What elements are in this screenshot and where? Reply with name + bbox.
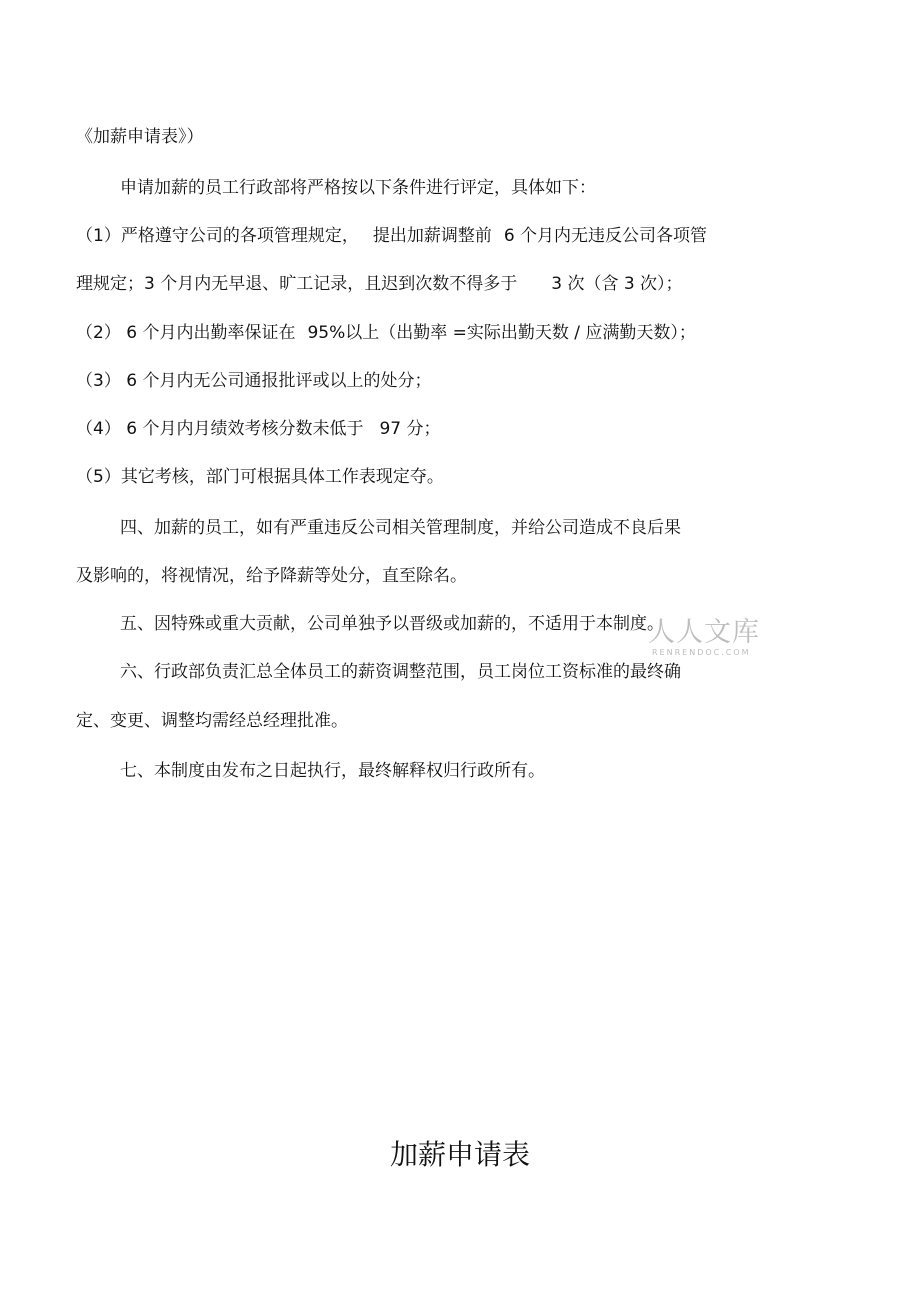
section-6-text-a: 六、行政部负责汇总全体员工的薪资调整范围，员工岗位工资标准的最终确 [120,662,681,682]
header-reference [76,125,204,149]
watermark-main-text: 人人文库 [648,617,760,648]
condition-4 [76,417,441,441]
section-7-text: 七、本制度由发布之日起执行，最终解释权归行政所有。 [120,761,545,781]
condition-4-part-b: 97 分； [379,419,441,439]
condition-5-text: （5）其它考核，部门可根据具体工作表现定夺。 [76,467,444,487]
header-reference-text: 《加薪申请表》） [76,127,204,147]
section-6-line-2 [76,709,348,733]
watermark-sub-text: RENRENDOC.COM [652,648,751,657]
condition-3-text: （3） 6 个月内无公司通报批评或以上的处分； [76,371,432,391]
section-6-text-b: 定、变更、调整均需经总经理批准。 [76,711,348,731]
section-4-line-1 [120,516,681,540]
intro-paragraph [120,176,596,200]
condition-2 [76,321,696,345]
section-6-line-1 [120,660,681,684]
section-4-text-a: 四、加薪的员工，如有严重违反公司相关管理制度，并给公司造成不良后果 [120,518,681,538]
condition-5 [76,465,444,489]
form-title: 加薪申请表 [389,1138,530,1171]
section-4-text-b: 及影响的，将视情况，给予降薪等处分，直至除名。 [76,566,467,586]
watermark-logo [648,618,760,658]
condition-3 [76,369,431,393]
condition-1-part-d: 理规定；3 个月内无早退、旷工记录，且迟到次数不得多于 [76,274,518,294]
intro-text: 申请加薪的员工行政部将严格按以下条件进行评定，具体如下： [120,178,596,198]
condition-2-part-a: （2） 6 个月内出勤率保证在 [76,323,296,343]
condition-2-part-b: 95%以上（出勤率 =实际出勤天数 / 应满勤天数）； [307,323,696,343]
section-5 [120,612,664,636]
condition-1-line-2 [76,272,683,296]
condition-1-part-a: （1）严格遵守公司的各项管理规定， [76,226,359,246]
condition-1-part-c: 6 个月内无违反公司各项管 [503,226,708,246]
section-5-text: 五、因特殊或重大贡献，公司单独予以晋级或加薪的，不适用于本制度。 [120,614,664,634]
condition-1-part-b: 提出加薪调整前 [372,226,492,246]
condition-1-line-1 [76,224,707,248]
condition-4-part-a: （4） 6 个月内月绩效考核分数未低于 [76,419,364,439]
section-7 [120,759,545,783]
section-4-line-2 [76,564,467,588]
condition-1-part-e: 3 次（含 3 次）； [551,274,683,294]
